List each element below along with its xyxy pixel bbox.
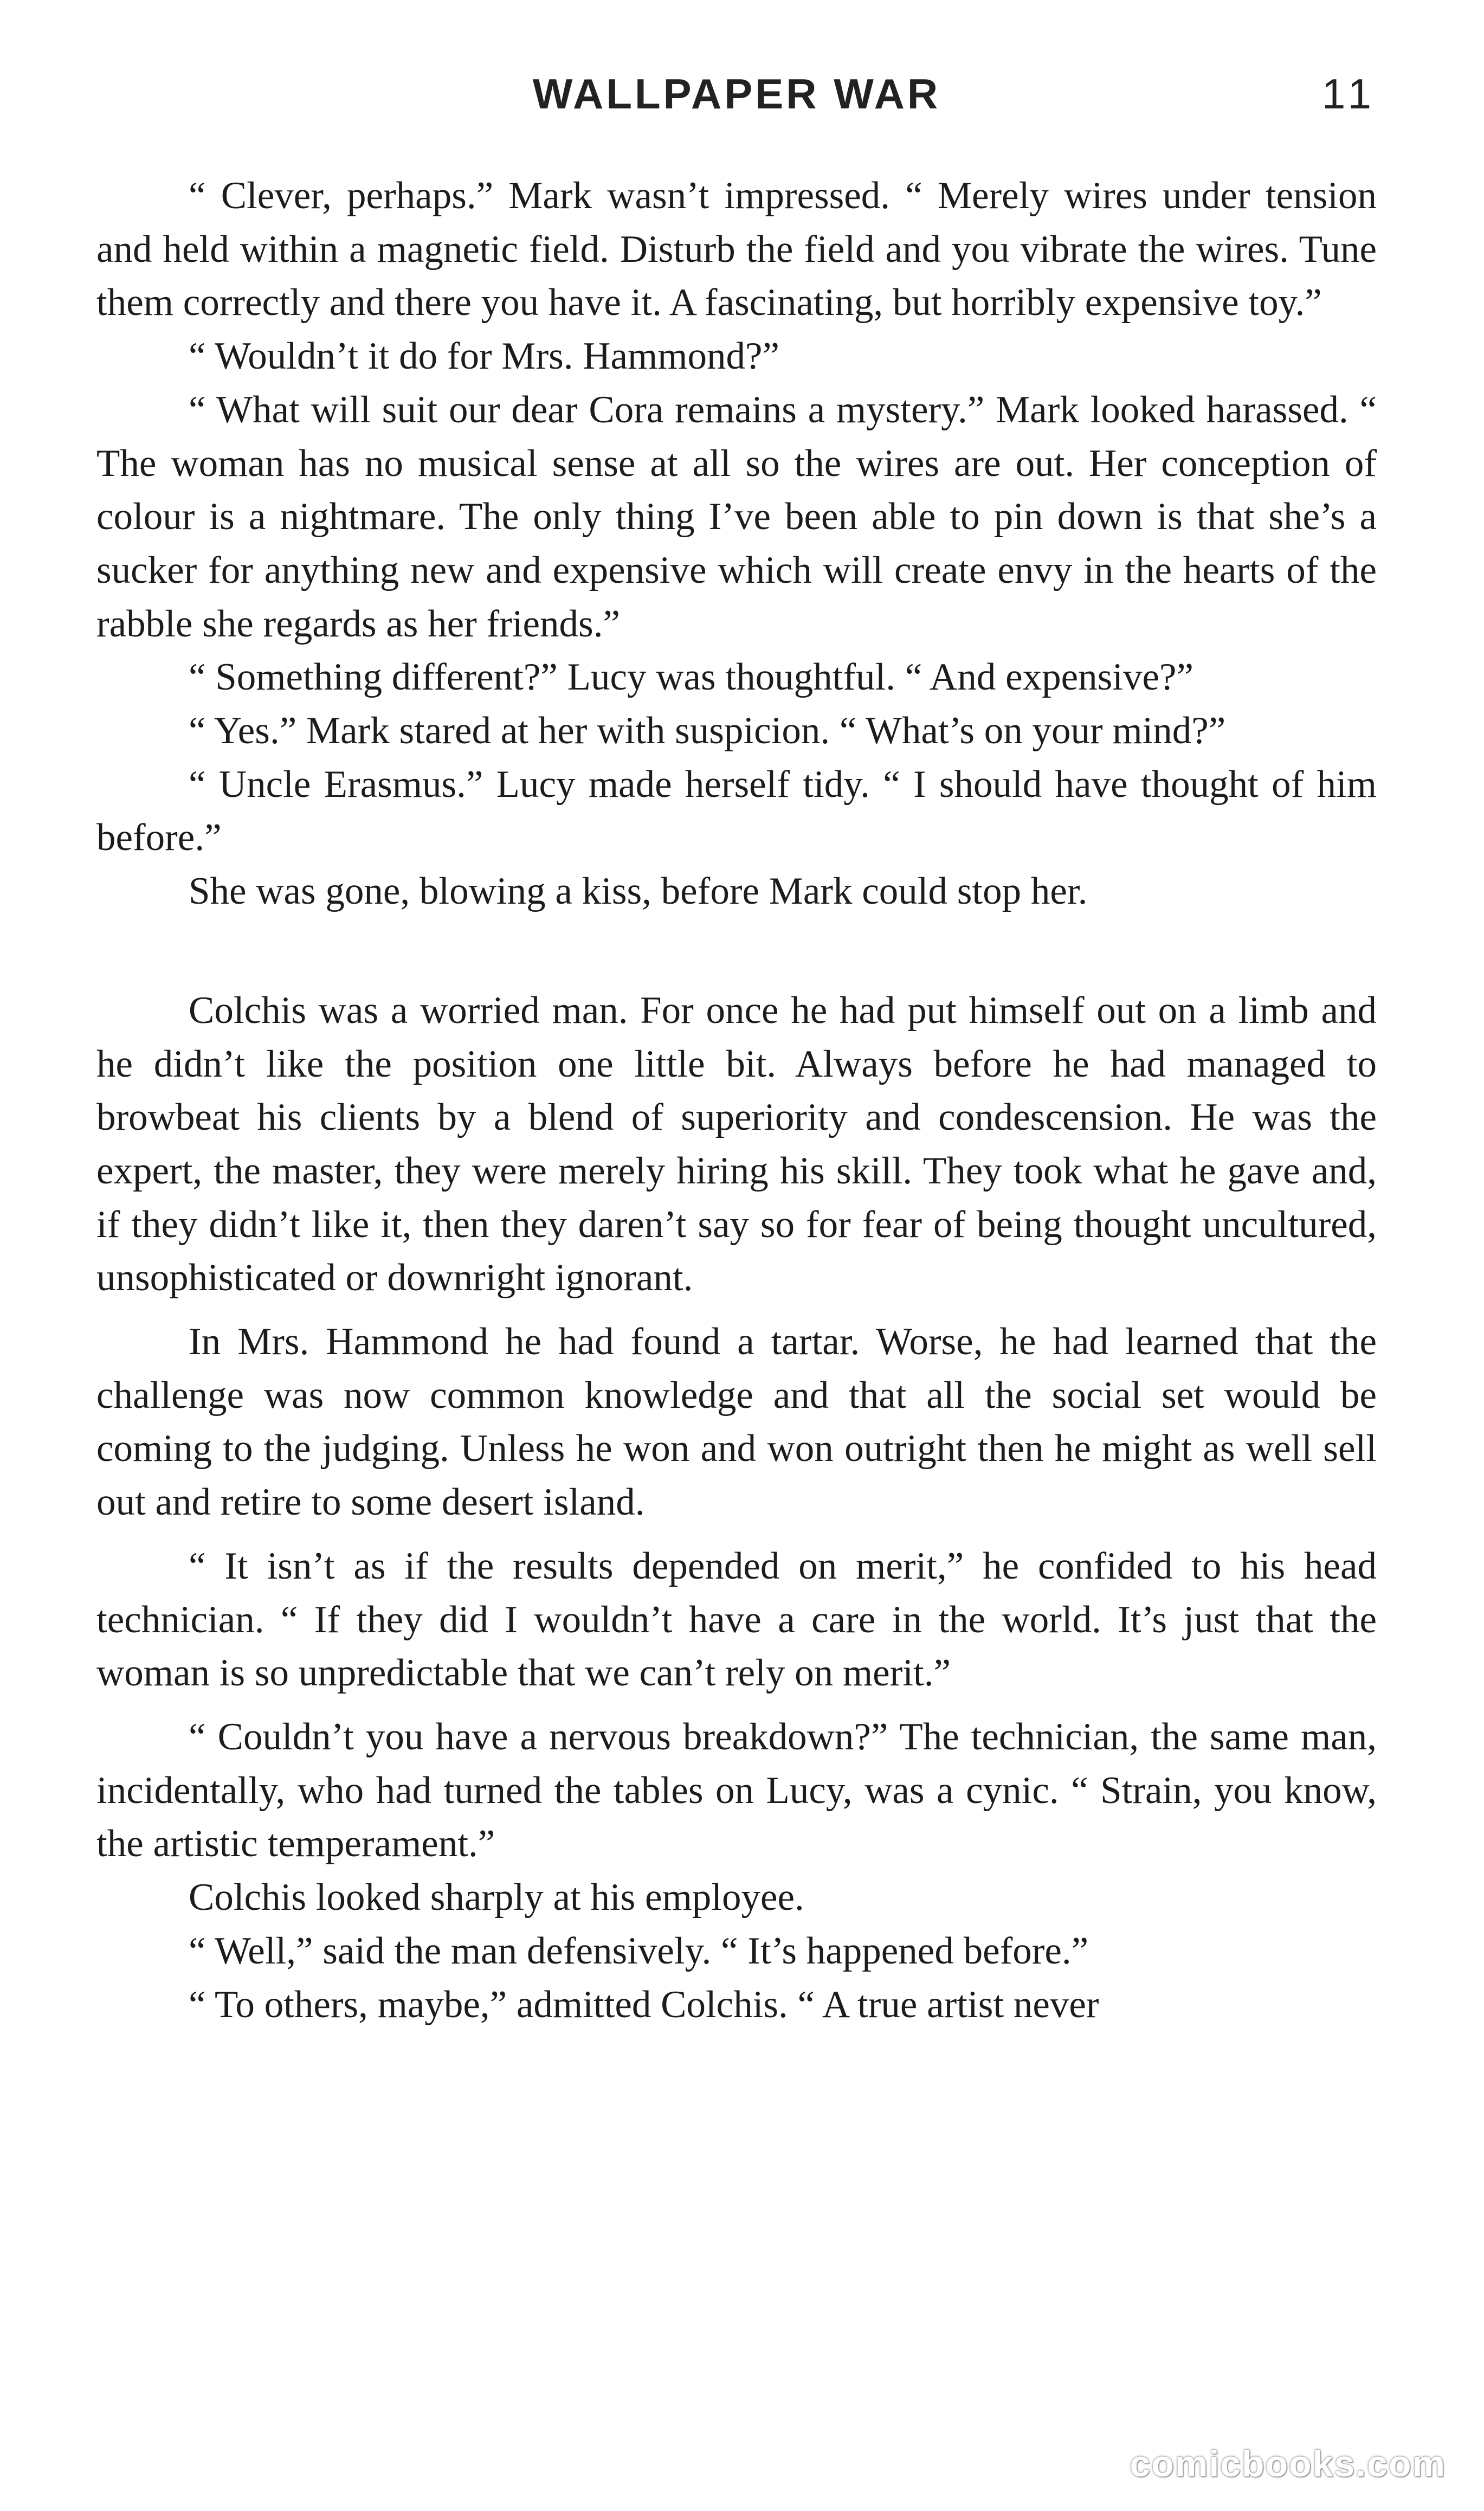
paragraph: “ It isn’t as if the results depended on merit,” he confided to his head technician. “ If they did I wouldn’t have a care in the world. It’s just that the woman is so unpredictable that we can’t rely on merit.” — [96, 1544, 1377, 1695]
page-number: 11 — [1322, 70, 1377, 118]
paragraph: “ To others, maybe,” admitted Colchis. “ A true artist never — [189, 1983, 1099, 2026]
paragraph: “ Well,” said the man defensively. “ It’s happened before.” — [189, 1929, 1089, 1972]
paragraph: She was gone, blowing a kiss, before Mark could stop her. — [189, 870, 1088, 913]
chapter-title: WALLPAPER WAR — [532, 70, 941, 118]
paragraph: “ Clever, perhaps.” Mark wasn’t impressed. “ Merely wires under tension and held within a magnetic field. Disturb the field and you vibrate the wires. Tune them correctly and there you have it. A fascinating, but horribly expensive toy.” — [96, 175, 1377, 324]
running-head — [96, 69, 1377, 129]
body-text — [96, 169, 1377, 2031]
paragraph: “ Yes.” Mark stared at her with suspicion. “ What’s on your mind?” — [189, 710, 1226, 752]
paragraph: “ Something different?” Lucy was thoughtful. “ And expensive?” — [189, 656, 1194, 699]
paragraph: In Mrs. Hammond he had found a tartar. Worse, he had learned that the challenge was now common knowledge and that all the social set would be coming to the judging. Unless he won and won outright then he might as well sell out and retire to some desert island. — [96, 1321, 1377, 1524]
paragraph: “ Uncle Erasmus.” Lucy made herself tidy. “ I should have thought of him before.” — [96, 763, 1377, 859]
section-break — [96, 918, 1377, 984]
paragraph: Colchis was a worried man. For once he had put himself out on a limb and he didn’t like the position one little bit. Always before he had managed to browbeat his clients by a blend of superiority and condescension. He was the expert, the master, they were merely hiring his skill. They took what he gave and, if they didn’t like it, then they daren’t say so for fear of being thought uncultured, unsophisticated or downright ignorant. — [96, 989, 1377, 1299]
watermark: comicbooks.com — [1130, 2443, 1446, 2484]
paragraph: “ Wouldn’t it do for Mrs. Hammond?” — [189, 335, 780, 378]
paragraph: Colchis looked sharply at his employee. — [189, 1876, 804, 1919]
paragraph: “ What will suit our dear Cora remains a mystery.” Mark looked harassed. “ The woman has no musical sense at all so the wires are out. Her conception of colour is a nightmare. The only thing I’ve been able to pin down is that she’s a sucker for anything new and expensive which will create envy in the hearts of the rabble she regards as her friends.” — [96, 388, 1377, 645]
paragraph: “ Couldn’t you have a nervous breakdown?” The technician, the same man, incidentally, who had turned the tables on Lucy, was a cynic. “ Strain, you know, the artistic temperament.” — [96, 1715, 1377, 1865]
